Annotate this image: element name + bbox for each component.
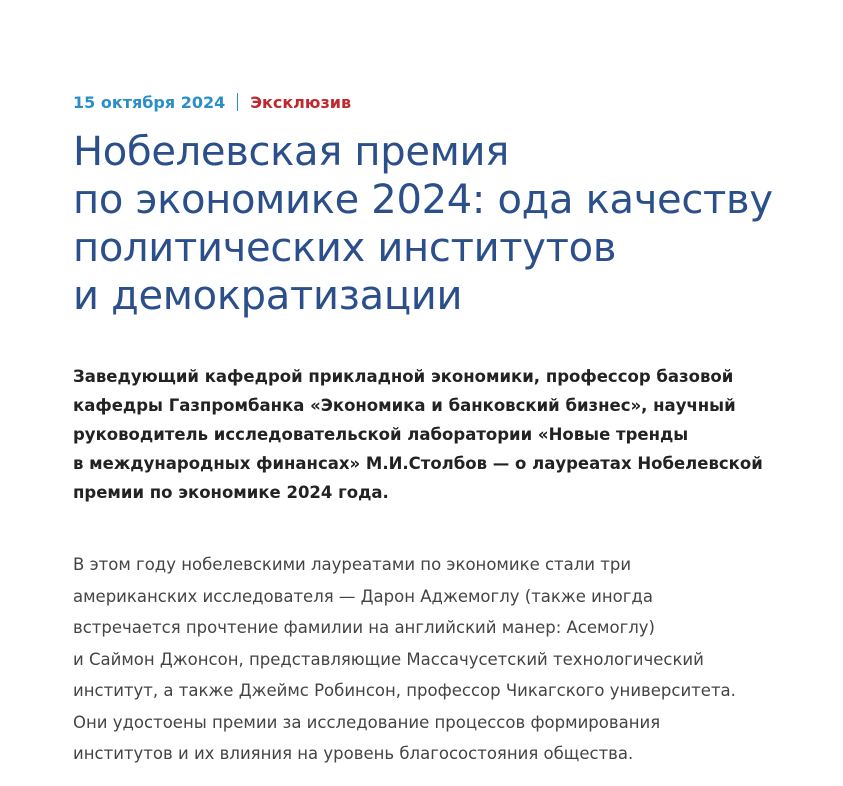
body-line: В этом году нобелевскими лауреатами по экономике стали три	[73, 555, 632, 574]
body-line: и Саймон Джонсон, представляющие Массачусетский технологический	[73, 649, 704, 669]
title-line: политических институтов	[73, 225, 617, 271]
title-line: по экономике 2024: ода качеству	[73, 177, 773, 223]
category-link[interactable]: Эксклюзив	[250, 92, 352, 112]
article-body	[73, 549, 833, 770]
meta-divider	[237, 93, 238, 111]
title-line: и демократизации	[73, 273, 463, 319]
publish-date: 15 октября 2024	[73, 92, 226, 112]
title-line: Нобелевская премия	[73, 129, 510, 175]
body-line: встречается прочтение фамилии на английский манер: Асемоглу)	[73, 618, 655, 637]
body-line: Они удостоены премии за исследование процессов формирования	[73, 712, 661, 732]
body-line: институтов и их влияния на уровень благосостояния общества.	[73, 744, 634, 763]
article	[73, 90, 833, 770]
lead-line: в международных финансах» М.И.Столбов — о лауреатах Нобелевской	[73, 454, 763, 473]
lead-line: Заведующий кафедрой прикладной экономики, профессор базовой	[73, 367, 734, 386]
body-line: американских исследователя — Дарон Аджемоглу (также иногда	[73, 586, 653, 606]
body-line: институт, а также Джеймс Робинсон, профессор Чикагского университета.	[73, 681, 736, 700]
lead-line: кафедры Газпромбанка «Экономика и банковский бизнес», научный	[73, 396, 736, 415]
lead-line: премии по экономике 2024 года.	[73, 483, 389, 502]
article-meta	[73, 90, 833, 114]
lead-line: руководитель исследовательской лаборатории «Новые тренды	[73, 425, 689, 444]
article-lead	[73, 362, 833, 507]
article-title	[73, 128, 833, 320]
